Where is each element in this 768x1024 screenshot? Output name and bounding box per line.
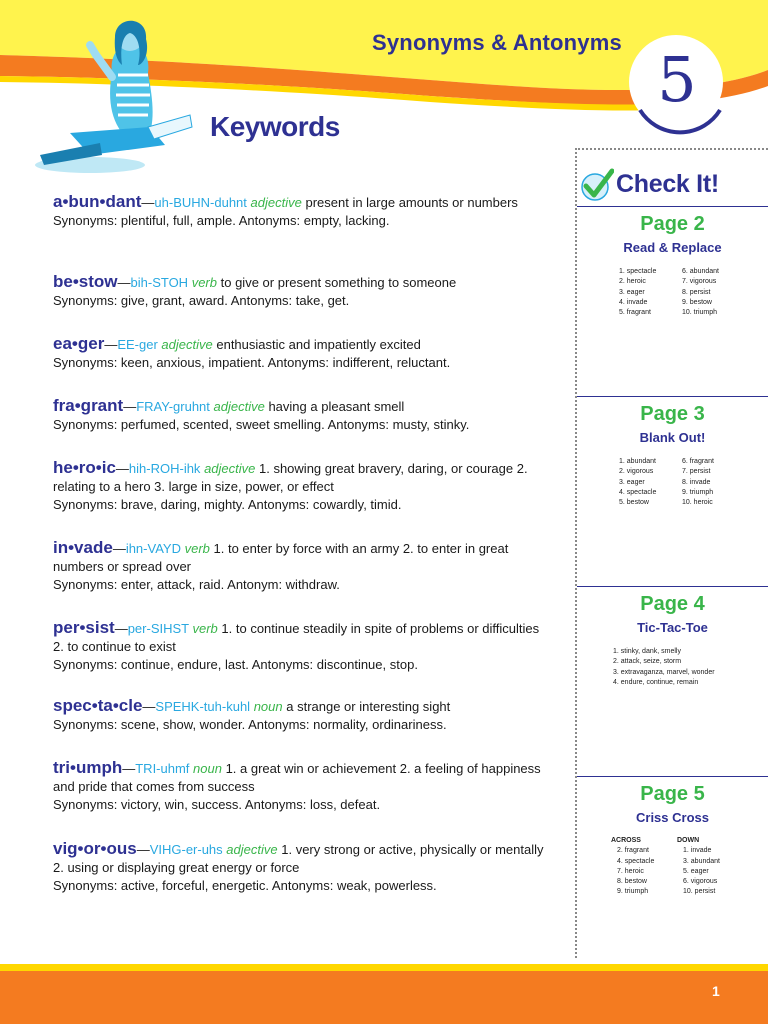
- footer-band: [0, 964, 768, 1024]
- keyword-part-of-speech: adjective: [204, 461, 256, 476]
- keyword-entry: ea•ger—EE-ger adjective enthusiastic and impatiently excited Synonyms: keen, anxious, impatient. Antonyms: indifferent, reluctant.: [53, 335, 553, 372]
- answer-column-1: 1. abundant 2. vigorous 3. eager 4. spectacle 5. bestow: [619, 458, 657, 507]
- answer-activity-title: Criss Cross: [636, 810, 709, 825]
- check-it-heading: [580, 166, 768, 206]
- keyword-part-of-speech: verb: [192, 621, 218, 636]
- keyword-word: per•sist: [53, 618, 115, 637]
- keyword-synonyms: Synonyms: perfumed, scented, sweet smelling. Antonyms: musty, stinky.: [53, 417, 470, 432]
- keyword-definition: enthusiastic and impatiently excited: [216, 337, 421, 352]
- keyword-pronunciation: TRI-uhmf: [135, 761, 190, 776]
- keyword-definition: to give or present something to someone: [220, 275, 457, 290]
- keyword-part-of-speech: verb: [191, 275, 217, 290]
- unit-number-badge: 5: [657, 43, 697, 116]
- keyword-part-of-speech: noun: [193, 761, 222, 776]
- keyword-pronunciation: hih-ROH-ihk: [128, 461, 201, 476]
- keyword-entry: in•vade—ihn-VAYD verb 1. to enter by force with an army 2. to enter in great numbers or spread over Synonyms: enter, attack, raid. Antonym: withdraw.: [53, 539, 553, 594]
- answer-box-page-4: [577, 586, 768, 777]
- keyword-entry: vig•or•ous—VIHG-er-uhs adjective 1. very strong or active, physically or mentally 2. using or displaying great energy or force Synonyms: active, forceful, energetic. Antonyms: weak, powerless.: [53, 840, 553, 895]
- answer-column-1: 1. spectacle 2. heroic 3. eager 4. invade 5. fragrant: [619, 268, 657, 317]
- keyword-entry: a•bun•dant—uh-BUHN-duhnt adjective present in large amounts or numbers Synonyms: plentiful, full, ample. Antonyms: empty, lacking.: [53, 193, 553, 230]
- keyword-synonyms: Synonyms: brave, daring, mighty. Antonyms: cowardly, timid.: [53, 497, 402, 512]
- keyword-definition: a strange or interesting sight: [286, 699, 451, 714]
- keyword-pronunciation: uh-BUHN-duhnt: [154, 195, 247, 210]
- keyword-word: a•bun•dant: [53, 192, 142, 211]
- answer-column-2: 6. fragrant 7. persist 8. invade 9. triumph 10. heroic: [682, 458, 714, 507]
- keyword-entry: tri•umph—TRI-uhmf noun 1. a great win or achievement 2. a feeling of happiness and pride that comes from success Synonyms: victory, win, success. Antonyms: loss, defeat.: [53, 759, 553, 814]
- keyword-word: spec•ta•cle: [53, 696, 143, 715]
- checkmark-icon: [580, 168, 614, 202]
- answer-activity-title: Blank Out!: [639, 430, 706, 445]
- sidebar-top-divider: [575, 148, 768, 150]
- keyword-part-of-speech: adjective: [213, 399, 265, 414]
- answer-column-1: 1. stinky, dank, smelly 2. attack, seize, storm 3. extravaganza, marvel, wonder 4. endure, continue, remain: [613, 648, 715, 686]
- keyword-word: fra•grant: [53, 396, 124, 415]
- keyword-definition: 1. to continue steadily in spite of problems or difficulties 2. to continue to exist: [53, 621, 540, 654]
- keyword-synonyms: Synonyms: keen, anxious, impatient. Antonyms: indifferent, reluctant.: [53, 355, 451, 370]
- answer-activity-title: Tic-Tac-Toe: [637, 620, 708, 635]
- answer-box-page-5: [577, 776, 768, 965]
- page-number: 1: [712, 983, 720, 999]
- keyword-part-of-speech: verb: [184, 541, 210, 556]
- keyword-synonyms: Synonyms: enter, attack, raid. Antonym: withdraw.: [53, 577, 340, 592]
- keyword-part-of-speech: adjective: [161, 337, 213, 352]
- keyword-synonyms: Synonyms: active, forceful, energetic. Antonyms: weak, powerless.: [53, 878, 437, 893]
- keyword-definition: 1. showing great bravery, daring, or courage 2. relating to a hero 3. large in size, power, or effect: [53, 461, 528, 494]
- answer-page-label: Page 5: [640, 783, 705, 805]
- keyword-word: tri•umph: [53, 758, 123, 777]
- keyword-pronunciation: ihn-VAYD: [125, 541, 181, 556]
- keyword-definition: 1. to enter by force with an army 2. to enter in great numbers or spread over: [53, 541, 509, 574]
- keyword-pronunciation: EE-ger: [117, 337, 158, 352]
- keyword-synonyms: Synonyms: give, grant, award. Antonyms: take, get.: [53, 293, 350, 308]
- keyword-word: vig•or•ous: [53, 839, 137, 858]
- girl-reading-illustration: [30, 15, 200, 175]
- answer-activity-title: Read & Replace: [623, 240, 722, 255]
- keyword-definition: 1. a great win or achievement 2. a feeling of happiness and pride that comes from success: [53, 761, 541, 794]
- keyword-entry: fra•grant—FRAY-gruhnt adjective having a pleasant smell Synonyms: perfumed, scented, sweet smelling. Antonyms: musty, stinky.: [53, 397, 553, 434]
- keyword-synonyms: Synonyms: plentiful, full, ample. Antonyms: empty, lacking.: [53, 213, 390, 228]
- keyword-word: in•vade: [53, 538, 113, 557]
- keyword-pronunciation: VIHG-er-uhs: [149, 842, 223, 857]
- answer-page-label: Page 2: [640, 213, 705, 235]
- check-it-title: Check It!: [616, 170, 719, 198]
- keyword-word: he•ro•ic: [53, 458, 116, 477]
- answer-box-page-3: [577, 396, 768, 587]
- keyword-definition: 1. very strong or active, physically or mentally 2. using or displaying great energy or force: [53, 842, 544, 875]
- keyword-pronunciation: FRAY-gruhnt: [136, 399, 210, 414]
- keyword-word: be•stow: [53, 272, 118, 291]
- answer-column-2: 6. abundant 7. vigorous 8. persist 9. bestow 10. triumph: [682, 268, 719, 317]
- answer-page-label: Page 4: [640, 593, 705, 615]
- keyword-definition: present in large amounts or numbers: [305, 195, 518, 210]
- keyword-synonyms: Synonyms: scene, show, wonder. Antonyms: normality, ordinariness.: [53, 717, 447, 732]
- keyword-entry: he•ro•ic—hih-ROH-ihk adjective 1. showing great bravery, daring, or courage 2. relating to a hero 3. large in size, power, or effect Synonyms: brave, daring, mighty. Antonyms: cowardly, timid.: [53, 459, 553, 514]
- answer-page-label: Page 3: [640, 403, 705, 425]
- footer-strip: [0, 964, 768, 971]
- keyword-synonyms: Synonyms: victory, win, success. Antonyms: loss, defeat.: [53, 797, 381, 812]
- keyword-pronunciation: bih-STOH: [130, 275, 189, 290]
- keyword-synonyms: Synonyms: continue, endure, last. Antonyms: discontinue, stop.: [53, 657, 418, 672]
- answer-column-across: ACROSS 2. fragrant 4. spectacle 7. heroic 8. bestow 9. triumph: [611, 837, 655, 896]
- keyword-part-of-speech: adjective: [226, 842, 278, 857]
- keyword-entry: per•sist—per-SIHST verb 1. to continue steadily in spite of problems or difficulties 2. to continue to exist Synonyms: continue, endure, last. Antonyms: discontinue, stop.: [53, 619, 553, 674]
- keyword-entry: spec•ta•cle—SPEHK-tuh-kuhl noun a strange or interesting sight Synonyms: scene, show, wonder. Antonyms: normality, ordinariness.: [53, 697, 553, 734]
- keyword-pronunciation: SPEHK-tuh-kuhl: [155, 699, 251, 714]
- answer-column-down: DOWN 1. invade 3. abundant 5. eager 6. vigorous 10. persist: [677, 837, 720, 896]
- keyword-entry: be•stow—bih-STOH verb to give or present something to someone Synonyms: give, grant, award. Antonyms: take, get.: [53, 273, 553, 310]
- keyword-definition: having a pleasant smell: [268, 399, 405, 414]
- unit-title: Synonyms & Antonyms: [372, 30, 622, 55]
- keyword-part-of-speech: adjective: [250, 195, 302, 210]
- section-title-keywords: Keywords: [210, 111, 340, 142]
- keyword-word: ea•ger: [53, 334, 105, 353]
- answer-box-page-2: [577, 206, 768, 397]
- keyword-part-of-speech: noun: [253, 699, 283, 714]
- keyword-pronunciation: per-SIHST: [127, 621, 189, 636]
